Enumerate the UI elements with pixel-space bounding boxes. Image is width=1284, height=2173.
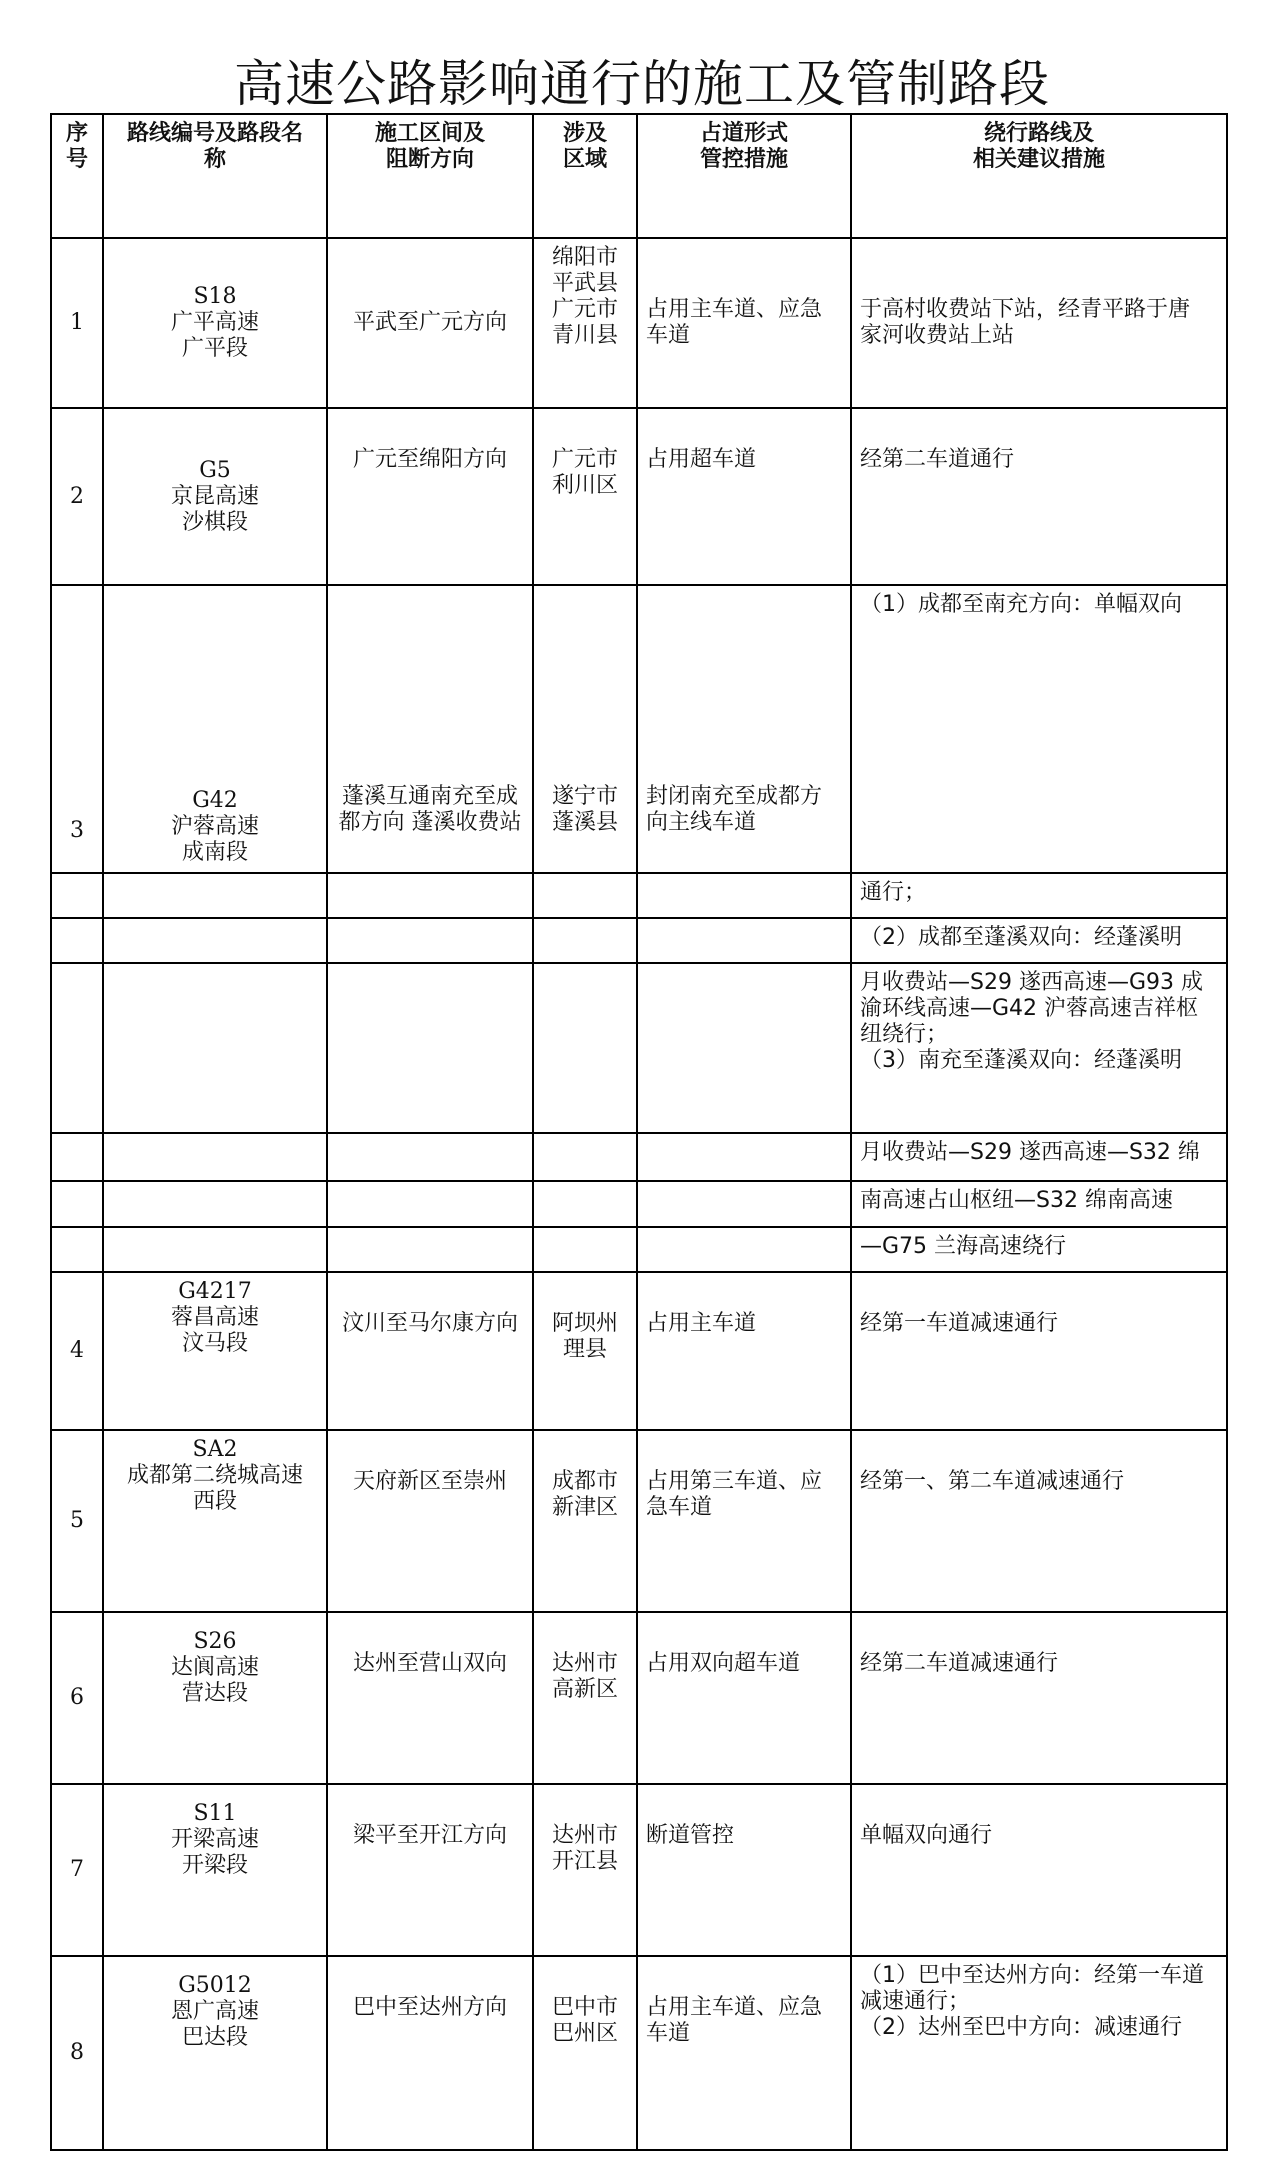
table-row: [51, 408, 1227, 585]
header-section: 施工区间及 阻断方向: [327, 114, 533, 238]
row-number: 4: [51, 1272, 103, 1430]
section-cell: 梁平至开江方向: [327, 1784, 533, 1956]
row-number: 3: [51, 585, 103, 873]
area-cell: 绵阳市 平武县 广元市 青川县: [533, 238, 637, 408]
table-row: [51, 1133, 1227, 1181]
table-row: [51, 1430, 1227, 1612]
table-row: [51, 1784, 1227, 1956]
section-cell: 巴中至达州方向: [327, 1956, 533, 2150]
table-row: [51, 918, 1227, 963]
section-cell: 蓬溪互通南充至成都方向 蓬溪收费站: [327, 585, 533, 873]
table-row: [51, 963, 1227, 1133]
section-cell: 天府新区至崇州: [327, 1430, 533, 1612]
detour-cell: 经第二车道减速通行: [851, 1612, 1227, 1784]
row-number: 2: [51, 408, 103, 585]
header-detour: 绕行路线及 相关建议措施: [851, 114, 1227, 238]
route-cell: G42 沪蓉高速 成南段: [103, 585, 327, 873]
row-number: 7: [51, 1784, 103, 1956]
row-number: 5: [51, 1430, 103, 1612]
table-row: [51, 1227, 1227, 1272]
area-cell: 广元市 利川区: [533, 408, 637, 585]
detour-cell: 通行；: [851, 873, 1227, 918]
detour-cell: 南高速占山枢纽—S32 绵南高速: [851, 1181, 1227, 1227]
control-cell: 占用主车道、应急车道: [637, 238, 851, 408]
route-cell: S26 达阆高速 营达段: [103, 1612, 327, 1784]
detour-cell: 经第一车道减速通行: [851, 1272, 1227, 1430]
control-cell: 占用第三车道、应急车道: [637, 1430, 851, 1612]
section-cell: 广元至绵阳方向: [327, 408, 533, 585]
control-cell: 占用主车道、应急车道: [637, 1956, 851, 2150]
detour-cell: （1）成都至南充方向：单幅双向: [851, 585, 1227, 873]
detour-cell: —G75 兰海高速绕行: [851, 1227, 1227, 1272]
header-route: 路线编号及路段名 称: [103, 114, 327, 238]
detour-cell: （2）成都至蓬溪双向：经蓬溪明: [851, 918, 1227, 963]
control-cell: 封闭南充至成都方向主线车道: [637, 585, 851, 873]
control-cell: 占用主车道: [637, 1272, 851, 1430]
header-row: [51, 114, 1227, 238]
area-cell: 巴中市 巴州区: [533, 1956, 637, 2150]
header-area: 涉及 区域: [533, 114, 637, 238]
area-cell: 遂宁市 蓬溪县: [533, 585, 637, 873]
section-cell: 平武至广元方向: [327, 238, 533, 408]
page-title: 高速公路影响通行的施工及管制路段: [234, 55, 1050, 113]
detour-cell: 月收费站—S29 遂西高速—S32 绵: [851, 1133, 1227, 1181]
construction-table: [50, 113, 1228, 2151]
detour-cell: 经第一、第二车道减速通行: [851, 1430, 1227, 1612]
route-cell: G5 京昆高速 沙棋段: [103, 408, 327, 585]
route-cell: SA2 成都第二绕城高速 西段: [103, 1430, 327, 1612]
table-row: [51, 1272, 1227, 1430]
area-cell: 阿坝州 理县: [533, 1272, 637, 1430]
detour-cell: 月收费站—S29 遂西高速—G93 成渝环线高速—G42 沪蓉高速吉祥枢纽绕行； （3）南充至蓬溪双向：经蓬溪明: [851, 963, 1227, 1133]
table-row: [51, 238, 1227, 408]
table-row: [51, 1956, 1227, 2150]
section-cell: 汶川至马尔康方向: [327, 1272, 533, 1430]
control-cell: 占用超车道: [637, 408, 851, 585]
detour-cell: 经第二车道通行: [851, 408, 1227, 585]
header-control: 占道形式 管控措施: [637, 114, 851, 238]
section-cell: 达州至营山双向: [327, 1612, 533, 1784]
area-cell: 成都市 新津区: [533, 1430, 637, 1612]
table-row: [51, 1181, 1227, 1227]
table-row: [51, 585, 1227, 873]
area-cell: 达州市 开江县: [533, 1784, 637, 1956]
route-cell: S18 广平高速 广平段: [103, 238, 327, 408]
detour-cell: 于高村收费站下站，经青平路于唐 家河收费站上站: [851, 238, 1227, 408]
route-cell: G5012 恩广高速 巴达段: [103, 1956, 327, 2150]
table-row: [51, 873, 1227, 918]
control-cell: 断道管控: [637, 1784, 851, 1956]
route-cell: G4217 蓉昌高速 汶马段: [103, 1272, 327, 1430]
detour-cell: （1）巴中至达州方向：经第一车道减速通行； （2）达州至巴中方向：减速通行: [851, 1956, 1227, 2150]
row-number: 1: [51, 238, 103, 408]
route-cell: S11 开梁高速 开梁段: [103, 1784, 327, 1956]
row-number: 6: [51, 1612, 103, 1784]
header-num: 序 号: [51, 114, 103, 238]
area-cell: 达州市 高新区: [533, 1612, 637, 1784]
control-cell: 占用双向超车道: [637, 1612, 851, 1784]
table-row: [51, 1612, 1227, 1784]
row-number: 8: [51, 1956, 103, 2150]
detour-cell: 单幅双向通行: [851, 1784, 1227, 1956]
